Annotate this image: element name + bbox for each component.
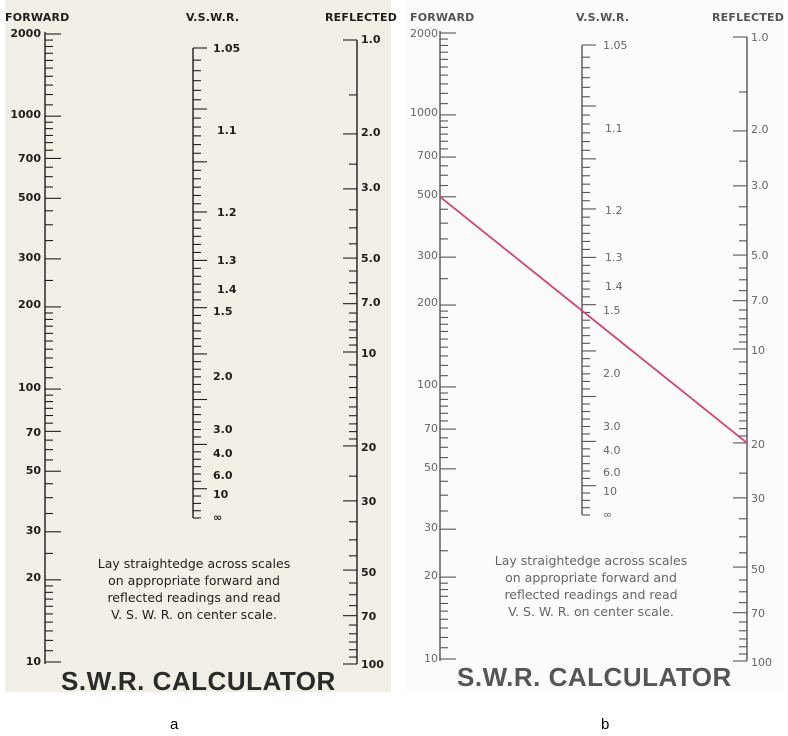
reflected-label: 3.0 <box>751 179 769 192</box>
vswr-label: ∞ <box>213 511 223 524</box>
reflected-label: 100 <box>751 656 772 669</box>
forward-label: 1000 <box>410 106 438 119</box>
reflected-label: 3.0 <box>361 181 381 194</box>
reflected-label: 70 <box>361 610 377 623</box>
forward-label: 30 <box>25 524 41 537</box>
vswr-label: 10 <box>213 488 229 501</box>
calculator-title: S.W.R. CALCULATOR <box>457 662 732 692</box>
forward-label: 10 <box>25 655 41 668</box>
nomogram-panel-b <box>406 0 784 692</box>
caption-a: a <box>170 716 179 733</box>
reflected-label: 70 <box>751 607 765 620</box>
forward-label: 50 <box>25 464 41 477</box>
vswr-label: 1.4 <box>605 280 623 293</box>
vswr-header: V.S.W.R. <box>576 11 630 24</box>
vswr-label: 1.1 <box>605 122 623 135</box>
vswr-label: 1.3 <box>217 254 237 267</box>
forward-label: 200 <box>18 298 41 311</box>
forward-label: 20 <box>25 571 41 584</box>
vswr-label: ∞ <box>603 508 613 521</box>
vswr-label: 1.1 <box>217 124 237 137</box>
forward-label: 20 <box>424 569 438 582</box>
vswr-label: 1.5 <box>603 304 621 317</box>
vswr-label: 1.4 <box>217 283 237 296</box>
vswr-label: 1.5 <box>213 305 233 318</box>
instruction-line: V. S. W. R. on center scale. <box>111 607 277 622</box>
forward-label: 100 <box>18 381 41 394</box>
reflected-label: 50 <box>751 563 765 576</box>
instruction-line: reflected readings and read <box>504 587 678 602</box>
reflected-label: 100 <box>361 658 384 671</box>
vswr-label: 4.0 <box>213 447 233 460</box>
forward-header: FORWARD <box>410 11 475 24</box>
instruction-line: V. S. W. R. on center scale. <box>508 604 674 619</box>
instructions-text <box>456 552 726 620</box>
forward-label: 300 <box>18 251 41 264</box>
reflected-label: 20 <box>751 438 765 451</box>
reflected-header: REFLECTED <box>712 11 785 24</box>
forward-label: 100 <box>417 378 438 391</box>
forward-label: 30 <box>424 521 438 534</box>
vswr-label: 3.0 <box>603 420 621 433</box>
instruction-line: on appropriate forward and <box>108 573 280 588</box>
nomogram-panel-a <box>5 0 398 696</box>
vswr-label: 2.0 <box>213 370 233 383</box>
forward-label: 500 <box>417 188 438 201</box>
vswr-label: 3.0 <box>213 423 233 436</box>
reflected-label: 30 <box>751 492 765 505</box>
vswr-label: 10 <box>603 485 617 498</box>
vswr-label: 2.0 <box>603 367 621 380</box>
forward-label: 1000 <box>10 108 41 121</box>
instruction-line: Lay straightedge across scales <box>97 556 291 571</box>
reflected-label: 2.0 <box>751 123 769 136</box>
reflected-label: 50 <box>361 566 377 579</box>
forward-label: 700 <box>417 149 438 162</box>
reflected-label: 7.0 <box>751 294 769 307</box>
forward-label: 2000 <box>10 27 41 40</box>
forward-label: 70 <box>424 422 438 435</box>
instruction-line: Lay straightedge across scales <box>494 553 688 568</box>
reflected-label: 7.0 <box>361 296 381 309</box>
reflected-label: 2.0 <box>361 126 381 139</box>
vswr-label: 1.05 <box>213 42 241 55</box>
forward-label: 500 <box>18 191 41 204</box>
reflected-label: 1.0 <box>751 31 769 44</box>
reflected-label: 5.0 <box>751 249 769 262</box>
vswr-header: V.S.W.R. <box>186 11 240 24</box>
forward-header: FORWARD <box>5 11 70 24</box>
instructions-text <box>59 555 329 623</box>
vswr-label: 1.3 <box>605 251 623 264</box>
forward-label: 2000 <box>410 27 438 40</box>
instruction-line: on appropriate forward and <box>505 570 677 585</box>
vswr-label: 6.0 <box>603 466 621 479</box>
reflected-label: 1.0 <box>361 33 381 46</box>
reflected-label: 30 <box>361 495 377 508</box>
calculator-title: S.W.R. CALCULATOR <box>61 666 336 696</box>
forward-label: 50 <box>424 461 438 474</box>
reflected-label: 20 <box>361 441 377 454</box>
forward-label: 200 <box>417 296 438 309</box>
reflected-label: 5.0 <box>361 252 381 265</box>
instruction-line: reflected readings and read <box>107 590 281 605</box>
vswr-label: 1.2 <box>605 204 623 217</box>
vswr-label: 1.2 <box>217 206 237 219</box>
straightedge-line <box>440 197 747 443</box>
forward-label: 70 <box>25 426 41 439</box>
forward-label: 700 <box>18 152 41 165</box>
forward-label: 300 <box>417 249 438 262</box>
reflected-header: REFLECTED <box>325 11 398 24</box>
vswr-label: 4.0 <box>603 444 621 457</box>
vswr-label: 6.0 <box>213 469 233 482</box>
forward-label: 10 <box>424 652 438 665</box>
vswr-label: 1.05 <box>603 39 628 52</box>
caption-b: b <box>601 716 610 733</box>
reflected-label: 10 <box>751 344 765 357</box>
reflected-label: 10 <box>361 347 377 360</box>
